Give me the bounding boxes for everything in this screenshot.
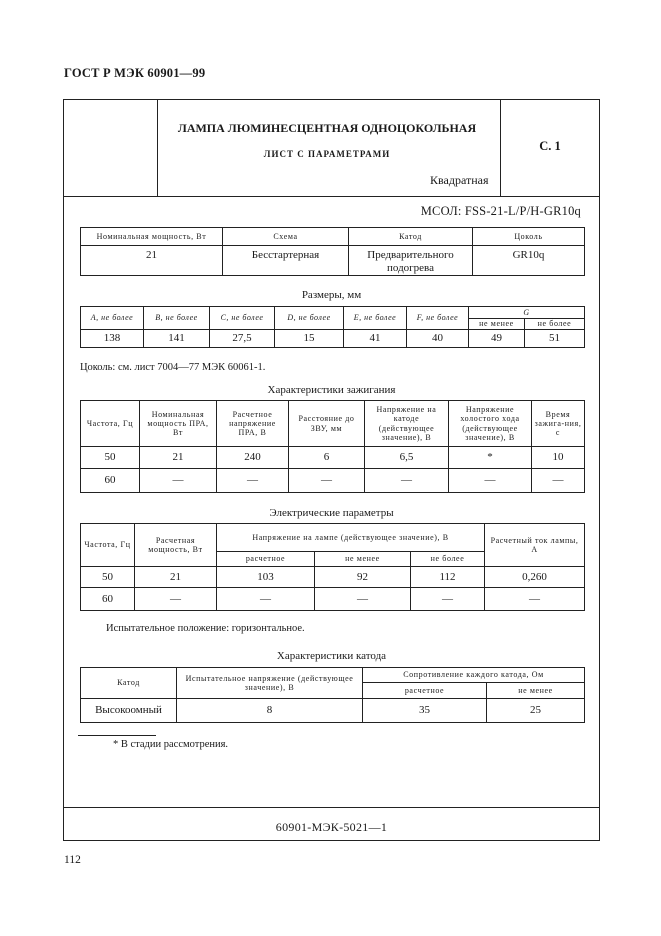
header-dim-a: A, не более (81, 307, 144, 330)
header-dim-b: B, не более (144, 307, 210, 330)
electrical-caption: Электрические параметры (269, 507, 394, 519)
el-cell: 103 (217, 567, 315, 588)
header-el-power: Расчетная мощность, Вт (135, 524, 217, 567)
el-cell: 0,260 (485, 567, 585, 588)
base-reference-note: Цоколь: см. лист 7004—77 МЭК 60061-1. (80, 362, 266, 373)
ign-cell: 6,5 (365, 447, 449, 469)
header-el-current: Расчетный ток лампы, А (485, 524, 585, 567)
ign-cell: — (140, 469, 217, 493)
header-dim-g: G (469, 307, 585, 319)
cathode-cell: 8 (177, 699, 363, 723)
table-row (81, 588, 585, 611)
lamp-designation: МСОЛ: FSS-21-L/P/H-GR10q (420, 204, 581, 218)
cathode-cell: 25 (487, 699, 585, 723)
header-bottom-rule (63, 196, 600, 197)
header-base: Цоколь (473, 228, 585, 246)
cathode-table (80, 667, 585, 723)
table-row (81, 447, 585, 469)
value-cathode: Предварительного подогрева (349, 246, 473, 276)
footnote-rule (78, 735, 156, 736)
ign-cell: — (365, 469, 449, 493)
el-cell: 50 (81, 567, 135, 588)
header-power: Номинальная мощность, Вт (81, 228, 223, 246)
value-power: 21 (81, 246, 223, 276)
ignition-table (80, 400, 585, 493)
document-number: 60901-МЭК-5021—1 (275, 820, 388, 834)
header-dim-g-max: не более (525, 319, 585, 330)
ign-cell: — (217, 469, 289, 493)
electrical-table (80, 523, 585, 611)
lamp-title: ЛАМПА ЛЮМИНЕСЦЕНТНАЯ ОДНОЦОКОЛЬНАЯ (177, 121, 477, 135)
sheet-number: С. 1 (539, 139, 561, 153)
header-el-voltage-min: не менее (315, 552, 411, 567)
ignition-caption: Характеристики зажигания (267, 384, 396, 396)
header-resistance-min: не менее (487, 683, 585, 699)
header-ign-time: Время зажига-ния, с (532, 401, 585, 447)
header-ign-cathode-voltage: Напряжение на катоде (действующее значение), В (365, 401, 449, 447)
value-dim-g-max: 51 (525, 330, 585, 348)
header-left-divider (157, 99, 158, 196)
ign-cell: 60 (81, 469, 140, 493)
main-parameters-table (80, 227, 585, 276)
document-title: ГОСТ Р МЭК 60901—99 (64, 66, 206, 80)
cathode-cell: Высокоомный (81, 699, 177, 723)
header-cathode-type: Катод (81, 668, 177, 699)
el-cell: 21 (135, 567, 217, 588)
header-el-frequency: Частота, Гц (81, 524, 135, 567)
value-dim-a: 138 (81, 330, 144, 348)
ign-cell: — (289, 469, 365, 493)
test-position-note: Испытательное положение: горизонтальное. (106, 623, 305, 634)
header-dim-f: F, не более (407, 307, 469, 330)
el-cell: — (315, 588, 411, 611)
el-cell: — (217, 588, 315, 611)
el-cell: — (485, 588, 585, 611)
ign-cell: — (449, 469, 532, 493)
header-cathode-test-voltage: Испытательное напряжение (действующее значение), В (177, 668, 363, 699)
value-dim-d: 15 (275, 330, 344, 348)
el-cell: 92 (315, 567, 411, 588)
header-el-voltage: Напряжение на лампе (действующее значение), В (217, 524, 485, 552)
header-cathode-resistance: Сопротивление каждого катода, Ом (363, 668, 585, 683)
header-cathode: Катод (349, 228, 473, 246)
ign-cell: 50 (81, 447, 140, 469)
dimensions-table (80, 306, 585, 348)
el-cell: — (411, 588, 485, 611)
value-dim-f: 40 (407, 330, 469, 348)
page-number: 112 (64, 854, 81, 866)
ign-cell: 240 (217, 447, 289, 469)
ign-cell: * (449, 447, 532, 469)
header-ign-distance: Расстояние до ЗВУ, мм (289, 401, 365, 447)
header-ign-frequency: Частота, Гц (81, 401, 140, 447)
header-dim-g-min: не менее (469, 319, 525, 330)
table-row (81, 699, 585, 723)
header-dim-d: D, не более (275, 307, 344, 330)
ign-cell: 21 (140, 447, 217, 469)
dimensions-caption: Размеры, мм (301, 289, 362, 301)
lamp-shape: Квадратная (430, 173, 489, 187)
cathode-caption: Характеристики катода (276, 650, 387, 662)
value-base: GR10q (473, 246, 585, 276)
header-ign-open-circuit-voltage: Напряжение холостого хода (действующее значение), В (449, 401, 532, 447)
header-ign-ballast-voltage: Расчетное напряжение ПРА, В (217, 401, 289, 447)
header-el-voltage-max: не более (411, 552, 485, 567)
sheet-subtitle: ЛИСТ С ПАРАМЕТРАМИ (263, 149, 391, 159)
table-row (81, 469, 585, 493)
footer-rule (63, 807, 600, 808)
header-ign-ballast-power: Номинальная мощность ПРА, Вт (140, 401, 217, 447)
value-dim-c: 27,5 (210, 330, 275, 348)
cathode-cell: 35 (363, 699, 487, 723)
header-circuit: Схема (223, 228, 349, 246)
el-cell: — (135, 588, 217, 611)
el-cell: 60 (81, 588, 135, 611)
ign-cell: — (532, 469, 585, 493)
value-dim-e: 41 (344, 330, 407, 348)
header-resistance-rated: расчетное (363, 683, 487, 699)
el-cell: 112 (411, 567, 485, 588)
ign-cell: 10 (532, 447, 585, 469)
header-dim-e: E, не более (344, 307, 407, 330)
header-dim-c: C, не более (210, 307, 275, 330)
value-circuit: Бесстартерная (223, 246, 349, 276)
footnote: * В стадии рассмотрения. (113, 739, 229, 750)
value-dim-g-min: 49 (469, 330, 525, 348)
header-el-voltage-rated: расчетное (217, 552, 315, 567)
ign-cell: 6 (289, 447, 365, 469)
value-dim-b: 141 (144, 330, 210, 348)
table-row (81, 567, 585, 588)
